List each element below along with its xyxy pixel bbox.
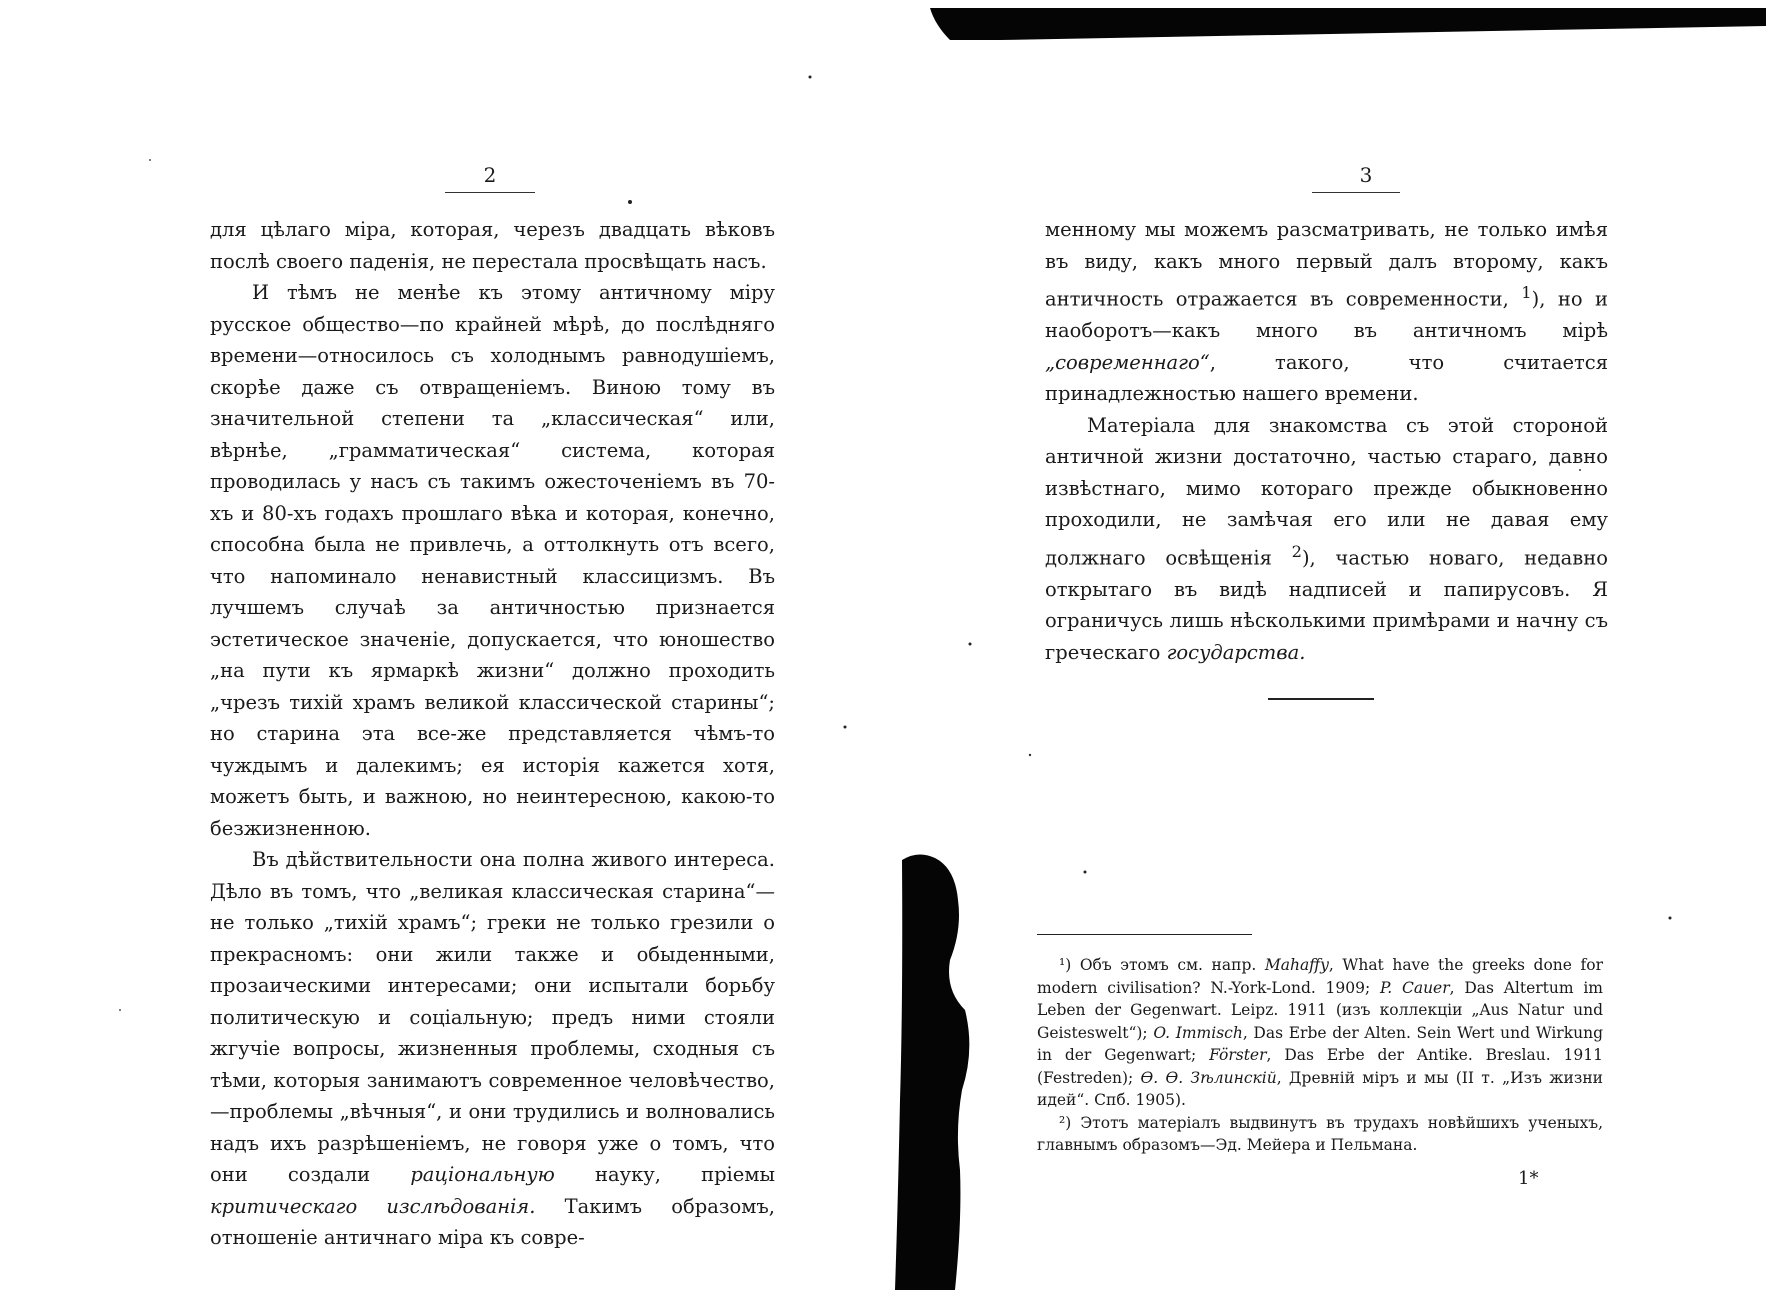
footnote-ref: 1 [1521, 283, 1532, 302]
footnote-text: , Das Erbe der Antike. Breslau. 1911 (Festreden); [1037, 1046, 1603, 1087]
paragraph-text: , такого, что считается принадлежностью нашего времени. [1045, 350, 1608, 405]
paragraph: для цѣлаго міра, которая, черезъ двадцать вѣковъ послѣ своего паденія, не перестала просвѣщать насъ. [210, 218, 775, 273]
author-name: Mahaffy [1264, 956, 1329, 974]
emphasis-text: раціональную [410, 1163, 555, 1186]
right-page-text [1045, 214, 1608, 668]
paragraph-text: Матеріала для знакомства съ этой стороной античной жизни достаточно, частью стараго, давно извѣстнаго, мимо котораго прежде обыкновенно проходили, не замѣчая его или не давая ему должнаго освѣщенія [1045, 413, 1608, 569]
emphasis-text: государства. [1166, 640, 1306, 664]
emphasis-text: критическаго изслѣдованія. [210, 1194, 536, 1218]
footnote-rule [1037, 934, 1252, 935]
footnote-text: , Древній міръ и мы (II т. „Изъ жизни идей“. Спб. 1905). [1037, 1068, 1603, 1109]
left-page-text [210, 214, 775, 1254]
paragraph [1045, 410, 1608, 669]
page-number-rule [1312, 192, 1400, 193]
page-number: 2 [483, 163, 497, 187]
author-name: Förster [1209, 1046, 1267, 1064]
footnotes [1037, 954, 1603, 1157]
paragraph-text: ), но и наоборотъ—какъ много въ античномъ мірѣ [1045, 287, 1608, 342]
paragraph-text: Такимъ образомъ, отношеніе античнаго міра къ совре- [210, 1194, 775, 1249]
paragraph-text: ), частью новаго, недавно открытаго въ видѣ надписей и папирусовъ. Я ограничусь лишь нѣсколькими примѣрами и начну съ греческаго [1045, 546, 1608, 664]
paragraph-text: Въ дѣйствительности она полна живого интереса. Дѣло въ томъ, что „великая классическая старина“— не только „тихій храмъ“; греки не только грезили о прекрасномъ: они жили также и обыденными, прозаическими интересами; они испытали борьбу политическую и соціальную; предъ ними стояли жгучіе вопросы, жизненныя проблемы, сходныя съ тѣми, которыя занимаютъ современное человѣчество,—проблемы „вѣчныя“, и они трудились и волновались надъ ихъ разрѣшеніемъ, не говоря уже о томъ, что они создали [210, 848, 775, 1186]
page-number-rule [445, 192, 535, 193]
left-page [0, 0, 880, 1290]
footnote-text: , What have the greeks done for modern civilisation? N.-York-Lond. 1909; [1037, 956, 1603, 997]
paragraph-text: науку, пріемы [554, 1163, 776, 1186]
footnote-1 [1037, 954, 1603, 1112]
paragraph [210, 844, 775, 1254]
footnote-text: , Das Erbe der Alten. Sein Wert und Wirkung in der Gegenwart; [1037, 1023, 1603, 1064]
signature-mark: 1* [1518, 1168, 1539, 1189]
footnote-text: ¹) Объ этомъ см. напр. [1059, 956, 1265, 974]
footnote-2: ²) Этотъ матеріалъ выдвинутъ въ трудахъ новѣйшихъ ученыхъ, главнымъ образомъ—Эд. Мейера и Пельмана. [1037, 1113, 1603, 1154]
page-number: 3 [1359, 163, 1373, 187]
author-name: Ѳ. Ѳ. Зѣлинскій [1140, 1068, 1277, 1087]
footnote-ref: 2 [1291, 541, 1302, 561]
emphasis-text: „современнаго“ [1045, 350, 1210, 374]
footnote-text: , Das Altertum im Leben der Gegenwart. Leipz. 1911 (изъ коллекціи „Aus Natur und Geisteswelt“); [1037, 978, 1604, 1042]
author-name: O. Immisch [1153, 1023, 1243, 1042]
section-separator [1268, 698, 1374, 700]
paragraph: И тѣмъ не менѣе къ этому античному міру русское общество—по крайней мѣрѣ, до послѣдняго времени—относилось съ холоднымъ равнодушіемъ, скорѣе даже съ отвращеніемъ. Виною тому въ значительной степени та „классическая“ или, вѣрнѣе, „грамматическая“ система, которая проводилась у насъ съ такимъ ожесточеніемъ въ 70-хъ и 80-хъ годахъ прошлаго вѣка и которая, конечно, способна была не привлечь, а оттолкнуть отъ всего, что напоминало ненавистный классицизмъ. Въ лучшемъ случаѣ за античностью признается эстетическое значеніе, допускается, что юношество „на пути къ ярмаркѣ жизни“ должно проходить „чрезъ тихій храмъ великой классической старины“; но старина эта все-же представляется чѣмъ-то чуждымъ и далекимъ; ея исторія кажется хотя, можетъ быть, и важною, но неинтересною, какою-то безжизненною. [210, 281, 775, 840]
paragraph [1045, 214, 1608, 410]
paragraph-text: менному мы можемъ разсматривать, не только имѣя въ виду, какъ много первый далъ второму, какъ античность отражается въ современности, [1045, 218, 1608, 311]
author-name: P. Cauer [1379, 978, 1450, 997]
